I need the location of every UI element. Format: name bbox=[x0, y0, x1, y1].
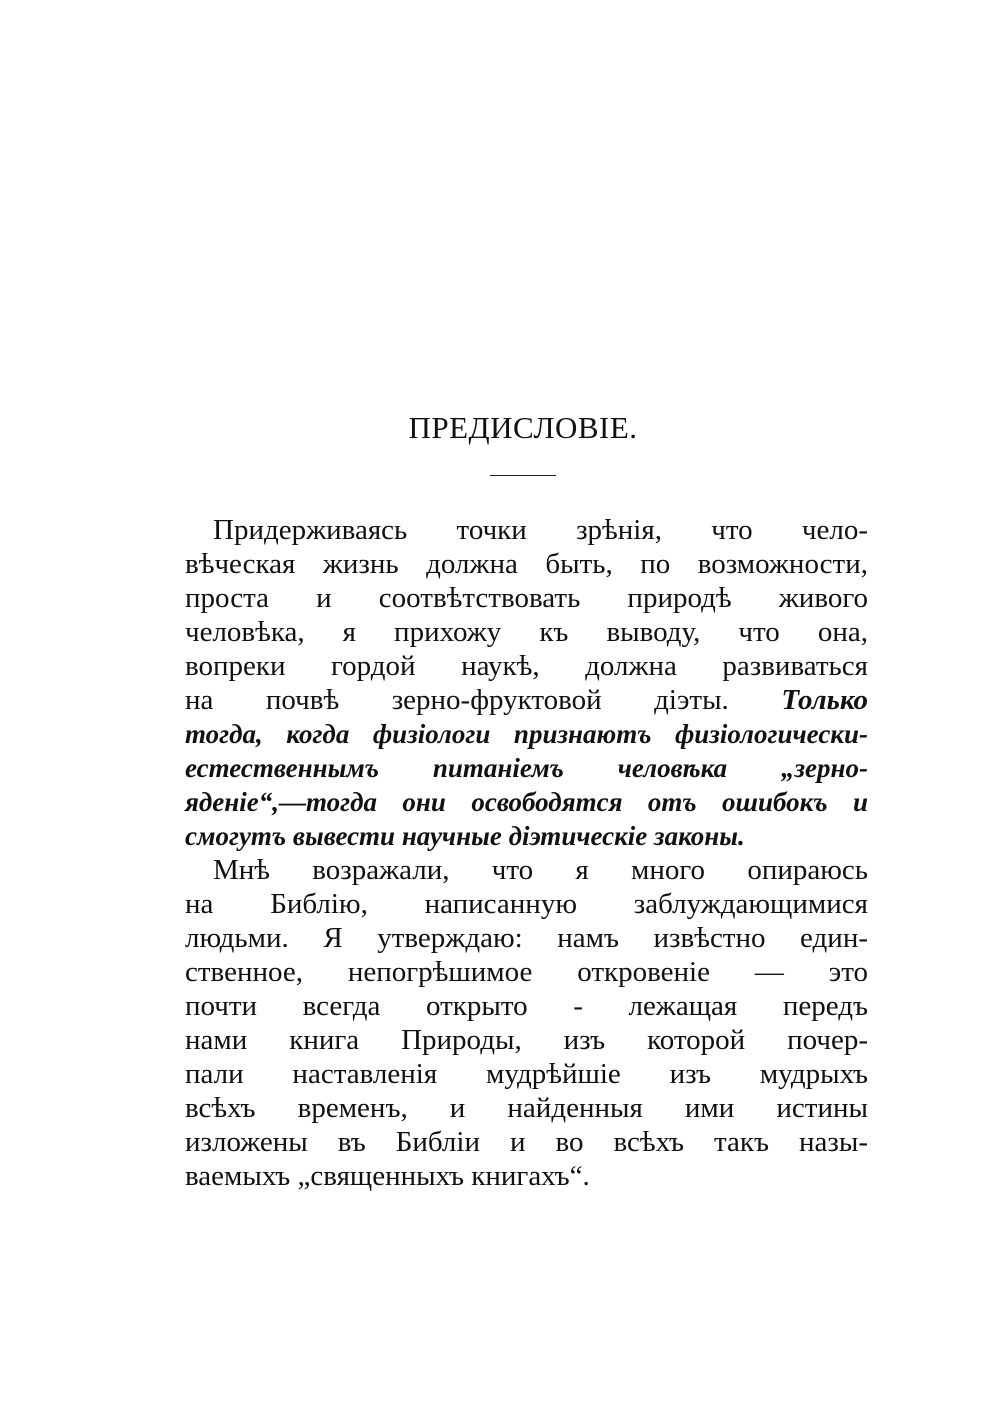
text-line: всѣхъ временъ, и найденныя ими истины bbox=[185, 1092, 868, 1124]
text-line: яденіе“,—тогда они освободятся отъ ошибокъ и bbox=[185, 787, 868, 817]
text-line: почти всегда открыто - лежащая передъ bbox=[185, 990, 868, 1022]
text-line bbox=[185, 683, 868, 717]
text-line: пали наставленія мудрѣйшіе изъ мудрыхъ bbox=[185, 1058, 868, 1090]
text-line: Мнѣ возражали, что я много опираюсь bbox=[213, 854, 868, 886]
text-line: на Библію, написанную заблуждающимися bbox=[185, 888, 868, 920]
text-line: ственное, непогрѣшимое откровеніе — это bbox=[185, 956, 868, 988]
text-line: естественнымъ питаніемъ человѣка „зерно- bbox=[185, 753, 868, 783]
text-line: смогутъ вывести научные діэтическіе законы. bbox=[185, 821, 745, 851]
text-line: нами книга Природы, изъ которой почер- bbox=[185, 1024, 868, 1056]
text-line: людьми. Я утверждаю: намъ извѣстно един- bbox=[185, 922, 868, 954]
text-line: вопреки гордой наукѣ, должна развиваться bbox=[185, 650, 868, 682]
text-line: человѣка, я прихожу къ выводу, что она, bbox=[185, 616, 868, 648]
page-title: ПРЕДИСЛОВІЕ. bbox=[408, 410, 638, 445]
text-line: Придерживаясь точки зрѣнія, что чело- bbox=[213, 514, 868, 546]
text-line: изложены въ Библіи и во всѣхъ такъ назы- bbox=[185, 1126, 868, 1158]
text-line: тогда, когда физіологи признаютъ физіологически- bbox=[185, 719, 868, 749]
italic-segment: Только bbox=[781, 684, 868, 716]
text-line: ваемыхъ „священныхъ книгахъ“. bbox=[185, 1160, 590, 1192]
text-line: вѣческая жизнь должна быть, по возможности, bbox=[185, 548, 868, 580]
title-divider bbox=[490, 475, 556, 476]
text-line: проста и соотвѣтствовать природѣ живого bbox=[185, 582, 868, 614]
preface-body bbox=[185, 513, 868, 1193]
text-segment: на почвѣ зерно-фруктовой діэты. bbox=[185, 684, 782, 716]
